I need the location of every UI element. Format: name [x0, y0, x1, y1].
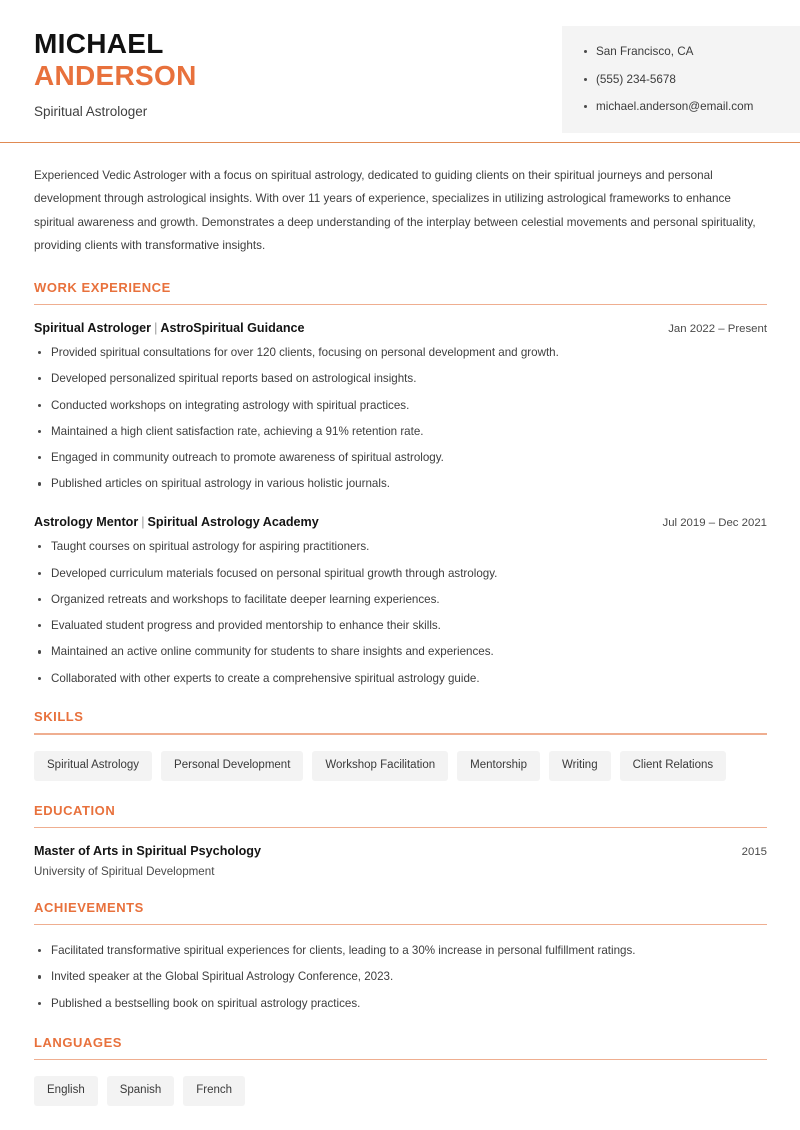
experience-bullet: Evaluated student progress and provided mentorship to enhance their skills.	[34, 618, 767, 635]
education-degree: Master of Arts in Spiritual Psychology	[34, 843, 261, 858]
section-title-skills: SKILLS	[34, 709, 84, 725]
section-divider	[34, 1059, 767, 1060]
section-divider	[34, 733, 767, 734]
achievements-bullets	[34, 943, 767, 1012]
contact-item-location: San Francisco, CA	[584, 44, 780, 59]
language-tag: Spanish	[107, 1076, 175, 1106]
achievement-bullet: Invited speaker at the Global Spiritual Astrology Conference, 2023.	[34, 969, 767, 986]
contact-panel	[562, 26, 800, 133]
experience-bullet: Developed personalized spiritual reports based on astrological insights.	[34, 371, 767, 388]
section-title-achievements: ACHIEVEMENTS	[34, 899, 144, 915]
languages-tag-list	[34, 1076, 767, 1106]
language-tag: English	[34, 1076, 98, 1106]
experience-title-line	[34, 515, 319, 529]
skill-tag: Workshop Facilitation	[312, 751, 448, 781]
experience-entry-header	[34, 321, 767, 335]
experience-date: Jul 2019 – Dec 2021	[662, 517, 767, 530]
experience-bullet: Conducted workshops on integrating astrology with spiritual practices.	[34, 398, 767, 415]
experience-bullet: Organized retreats and workshops to facilitate deeper learning experiences.	[34, 592, 767, 609]
skills-tag-list	[34, 751, 767, 781]
resume-body	[0, 164, 800, 1106]
experience-role: Astrology Mentor	[34, 515, 139, 530]
skill-tag: Client Relations	[620, 751, 727, 781]
experience-company: Spiritual Astrology Academy	[147, 515, 319, 530]
contact-list	[584, 44, 780, 115]
full-name	[34, 28, 197, 93]
job-title: Spiritual Astrologer	[34, 103, 148, 119]
header-divider	[0, 142, 800, 143]
experience-bullet: Maintained an active online community for students to share insights and experiences.	[34, 644, 767, 661]
experience-company: AstroSpiritual Guidance	[160, 320, 305, 335]
section-languages	[34, 1035, 767, 1106]
title-separator: |	[154, 320, 158, 335]
section-education	[34, 803, 767, 878]
education-entry	[34, 844, 767, 878]
experience-bullet: Collaborated with other experts to create a comprehensive spiritual astrology guide.	[34, 671, 767, 688]
experience-entry	[34, 321, 767, 493]
skill-tag: Spiritual Astrology	[34, 751, 152, 781]
section-work-experience	[34, 280, 767, 688]
skill-tag: Writing	[549, 751, 611, 781]
section-title-work-experience: WORK EXPERIENCE	[34, 279, 171, 295]
education-school: University of Spiritual Development	[34, 864, 215, 878]
experience-bullets	[34, 345, 767, 493]
professional-summary: Experienced Vedic Astrologer with a focus on spiritual astrology, dedicated to guiding clients on their spiritual journeys and personal development through astrological insights. With over 11 years of experience, specializes in utilizing astrological frameworks to enhance spiritual awareness and growth. Demonstrates a deep understanding of the interplay between celestial movements and personal spirituality, providing clients with transformative insights.	[34, 169, 756, 253]
header-identity	[0, 22, 197, 119]
achievement-bullet: Published a bestselling book on spiritual astrology practices.	[34, 996, 767, 1013]
last-name: ANDERSON	[34, 60, 197, 92]
experience-bullet: Developed curriculum materials focused on personal spiritual growth through astrology.	[34, 566, 767, 583]
section-title-languages: LANGUAGES	[34, 1034, 123, 1050]
skill-tag: Mentorship	[457, 751, 540, 781]
experience-bullet: Engaged in community outreach to promote awareness of spiritual astrology.	[34, 450, 767, 467]
education-year: 2015	[741, 845, 767, 858]
experience-bullets	[34, 539, 767, 687]
experience-bullet: Maintained a high client satisfaction rate, achieving a 91% retention rate.	[34, 424, 767, 441]
section-divider	[34, 924, 767, 925]
contact-item-email[interactable]: michael.anderson@email.com	[584, 99, 780, 114]
education-entry-header	[34, 844, 767, 858]
skill-tag: Personal Development	[161, 751, 303, 781]
resume-header	[0, 0, 800, 133]
achievement-bullet: Facilitated transformative spiritual experiences for clients, leading to a 30% increase in personal fulfillment ratings.	[34, 943, 767, 960]
title-separator: |	[141, 515, 145, 530]
experience-bullet: Taught courses on spiritual astrology for aspiring practitioners.	[34, 539, 767, 556]
contact-item-phone[interactable]: (555) 234-5678	[584, 72, 780, 87]
section-skills	[34, 709, 767, 780]
first-name: MICHAEL	[34, 28, 164, 59]
section-achievements	[34, 900, 767, 1013]
language-tag: French	[183, 1076, 245, 1106]
experience-entry-header	[34, 515, 767, 529]
experience-bullet: Provided spiritual consultations for over 120 clients, focusing on personal development and growth.	[34, 345, 767, 362]
section-title-education: EDUCATION	[34, 802, 116, 818]
experience-entry	[34, 515, 767, 687]
experience-bullet: Published articles on spiritual astrology in various holistic journals.	[34, 476, 767, 493]
experience-title-line	[34, 321, 305, 335]
section-divider	[34, 827, 767, 828]
experience-date: Jan 2022 – Present	[668, 322, 767, 335]
experience-role: Spiritual Astrologer	[34, 320, 152, 335]
section-divider	[34, 304, 767, 305]
